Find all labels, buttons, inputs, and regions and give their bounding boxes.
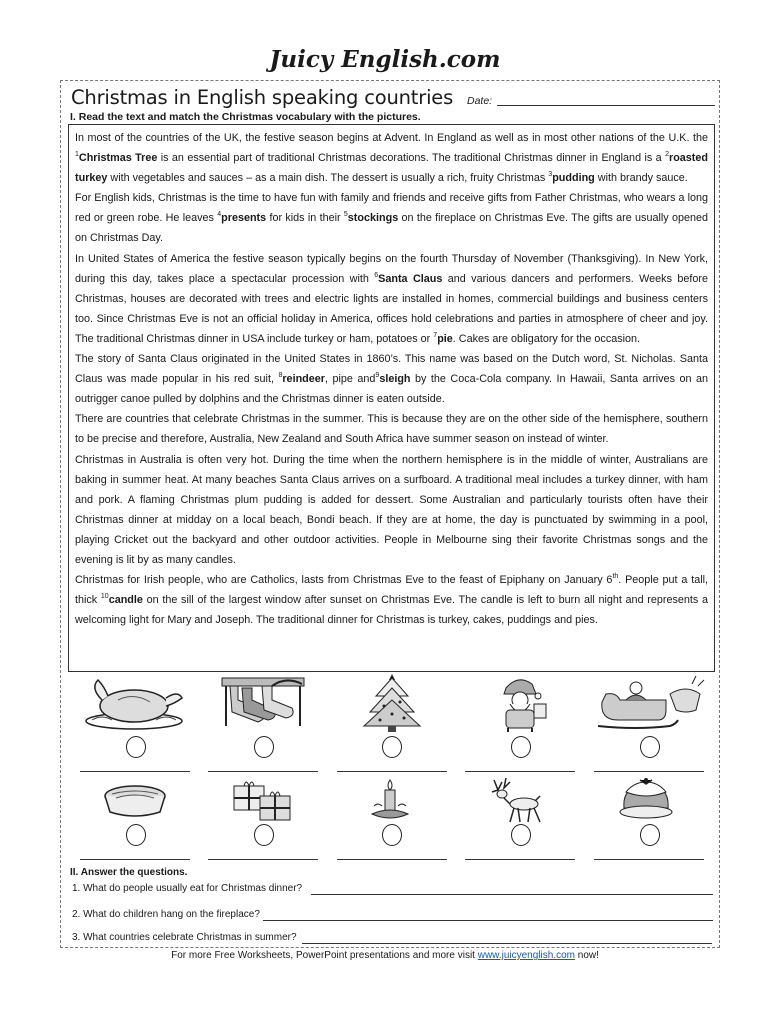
santa-claus-icon <box>490 674 550 734</box>
text: For English kids, Christmas is the time to have fun with family and friends and receive gifts from Father Christmas, who wears a long red or green robe. He leaves <box>75 192 708 225</box>
paragraph-3 <box>75 249 708 349</box>
vocab-word: roasted turkey <box>75 152 709 185</box>
answer-blank[interactable] <box>465 859 575 860</box>
date-label: Date: <box>467 95 493 107</box>
vocab-word: Christmas Tree <box>78 152 158 165</box>
answer-circle[interactable] <box>254 736 274 758</box>
vocab-word: pie <box>437 332 453 345</box>
paragraph-4 <box>75 349 708 409</box>
answer-circle[interactable] <box>640 824 660 846</box>
vocab-word: sleigh <box>379 373 411 386</box>
text: Christmas for Irish people, who are Catholics, lasts from Christmas Eve to the feast of Epiphany on January 6 <box>75 574 613 587</box>
answer-blank[interactable] <box>80 771 190 772</box>
answer-circle[interactable] <box>126 736 146 758</box>
text: In most of the countries of the UK, the festive season begins at Advent. In England as well as in most other nations of the U.K. the <box>75 132 708 144</box>
text: on the fireplace on Christmas Eve. The gifts are usually opened on Christmas Day. <box>75 212 708 245</box>
answer-line-3[interactable] <box>302 943 712 944</box>
vocab-word: reindeer <box>282 373 325 386</box>
pudding-icon <box>618 776 674 822</box>
vocab-word: presents <box>221 212 267 225</box>
answer-circle[interactable] <box>511 736 531 758</box>
vocab-word: stockings <box>347 212 399 225</box>
footer <box>0 950 770 961</box>
vocab-number: 8 <box>278 372 283 380</box>
paragraph-7 <box>75 570 708 630</box>
paragraph-6: Christmas in Australia is often very hot. During the time when the northern hemisphere is in the middle of winter, Australians are baking in summer heat. At many beaches Santa Claus arrives on a surfboard. A traditional meal includes a turkey dinner, with ham and pork. A flaming Christmas plum pudding is added for dessert. Some Australian and particularly tourists often have their Christmas dinner at midday on a local beach, Bondi beach. If they are at home, the day is punctuated by swimming in a pool, playing Cricket out the backyard and other outdoor activities. People in Melbourne sing their favorite Christmas songs and the evening is lit by as many candles. <box>75 453 708 566</box>
answer-blank[interactable] <box>594 771 704 772</box>
vocab-number: 6 <box>374 271 379 279</box>
vocab-word: candle <box>108 594 143 607</box>
text: on the sill of the largest window after sunset on Christmas Eve. The candle is left to burn all night and represents a welcoming light for Mary and Joseph. The traditional dinner for Christmas is turkey, cakes, puddings and pies. <box>75 594 708 627</box>
roast-turkey-icon <box>82 674 186 734</box>
vocab-number: 5 <box>343 211 348 219</box>
text: . People put a tall, thick <box>75 574 708 607</box>
paragraph-5: There are countries that celebrate Christmas in the summer. This is because they are on the other side of the hemisphere, southern to be precise and therefore, Australia, New Zealand and South Africa have summer season on instead of winter. <box>75 413 708 446</box>
footer-text-end: now! <box>574 950 599 961</box>
text: , pipe and <box>324 373 376 386</box>
reindeer-icon <box>486 776 548 824</box>
presents-icon <box>232 776 294 822</box>
vocab-number: 10 <box>100 593 109 601</box>
answer-circle[interactable] <box>382 824 402 846</box>
text: is an essential part of traditional Christmas decorations. The traditional Christmas dinner in England is a <box>157 152 666 165</box>
text: with brandy sauce. <box>594 172 688 185</box>
website-link[interactable]: www.juicyenglish.com <box>477 950 575 961</box>
text: and various dancers and performers. Weeks before Christmas, houses are decorated with trees and electric lights are installed in homes, commercial buildings and business centers too. Since Christmas Eve is not an official holiday in America, offices hold celebrations and parties in atmosphere of cheer and joy. The traditional Christmas dinner in USA include turkey or ham, potatoes or <box>75 272 708 345</box>
paragraph-1 <box>75 128 708 188</box>
sleigh-icon <box>596 674 708 734</box>
paragraph-2 <box>75 188 708 248</box>
vocab-number: 3 <box>548 171 553 179</box>
vocab-number: 9 <box>375 372 380 380</box>
text: by the Coca-Cola company. In Hawaii, Santa arrives on an outrigger canoe pulled by dolphins and the Christmas dinner is eaten outside. <box>75 373 708 406</box>
ordinal-suffix: th <box>612 573 619 581</box>
answer-blank[interactable] <box>80 859 190 860</box>
answer-blank[interactable] <box>594 859 704 860</box>
answer-blank[interactable] <box>208 859 318 860</box>
footer-text: For more Free Worksheets, PowerPoint presentations and more visit <box>171 950 478 961</box>
vocab-number: 1 <box>75 151 79 159</box>
answer-line-1[interactable] <box>311 894 713 895</box>
text: for kids in their <box>266 212 344 225</box>
question-2: 2. What do children hang on the fireplace? <box>72 909 260 920</box>
question-3: 3. What countries celebrate Christmas in summer? <box>72 932 297 943</box>
text: In United States of America the festive season typically begins on the fourth Thursday of November (Thanksgiving). In New York, during this day, takes place a spectacular procession with <box>75 252 708 285</box>
section2-heading: II. Answer the questions. <box>70 867 188 878</box>
answer-circle[interactable] <box>382 736 402 758</box>
answer-circle[interactable] <box>254 824 274 846</box>
answer-line-2[interactable] <box>263 920 713 921</box>
section1-heading: I. Read the text and match the Christmas vocabulary with the pictures. <box>70 111 421 123</box>
answer-blank[interactable] <box>465 771 575 772</box>
vocab-word: Santa Claus <box>378 272 443 285</box>
answer-blank[interactable] <box>337 859 447 860</box>
text: . Cakes are obligatory for the occasion. <box>452 332 641 345</box>
text: The story of Santa Claus originated in the United States in 1860’s. This name was based on the Dutch word, St. Nicholas. Santa Claus was made popular in his red suit, <box>75 353 708 386</box>
answer-blank[interactable] <box>337 771 447 772</box>
page-title: Christmas in English speaking countries <box>71 86 454 109</box>
candle-icon <box>368 776 412 824</box>
answer-circle[interactable] <box>640 736 660 758</box>
text: with vegetables and sauces – as a main dish. The dessert is usually a rich, fruity Christmas <box>107 172 549 185</box>
question-1: 1. What do people usually eat for Christmas dinner? <box>72 883 303 894</box>
vocab-number: 7 <box>433 331 438 339</box>
date-field[interactable] <box>497 105 715 106</box>
stockings-icon <box>218 674 308 734</box>
answer-circle[interactable] <box>511 824 531 846</box>
pie-icon <box>100 782 170 822</box>
answer-circle[interactable] <box>126 824 146 846</box>
brand-logo: Juicy English.com <box>269 46 501 73</box>
reading-text-box <box>68 124 715 672</box>
vocab-number: 2 <box>665 151 669 159</box>
answer-blank[interactable] <box>208 771 318 772</box>
vocab-number: 4 <box>217 211 222 219</box>
christmas-tree-icon <box>362 672 422 734</box>
vocab-word: pudding <box>552 172 595 185</box>
